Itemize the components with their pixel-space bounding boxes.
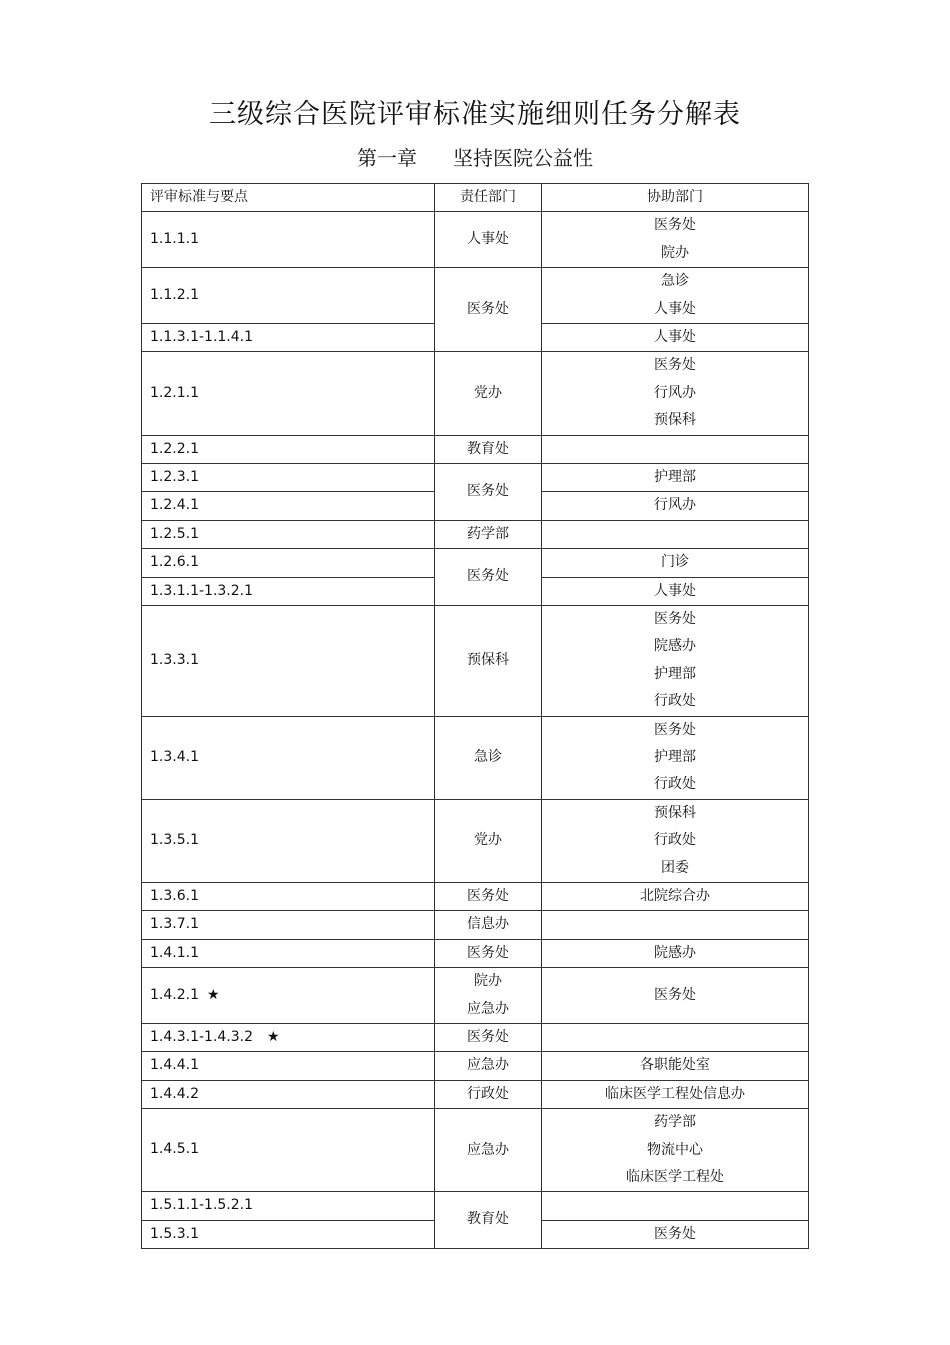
- assist-dept: 医务处: [654, 217, 696, 234]
- standard-code: 1.4.3.1-1.4.3.2: [150, 1028, 254, 1045]
- assist-dept: 物流中心: [647, 1141, 703, 1158]
- star-icon: ★: [206, 986, 220, 1003]
- assist-dept: 医务处: [654, 721, 696, 738]
- document-title: 三级综合医院评审标准实施细则任务分解表: [209, 99, 741, 130]
- responsible-dept: 医务处: [435, 463, 542, 520]
- responsible-dept: 医务处: [435, 882, 542, 910]
- standard-code: 1.2.6.1: [142, 549, 435, 577]
- table-row: [142, 939, 809, 967]
- table-row: [142, 520, 809, 548]
- star-icon: ★: [267, 1028, 280, 1045]
- standard-code: 1.3.4.1: [142, 716, 435, 799]
- assist-dept: 行政处: [654, 832, 696, 849]
- assist-depts: [542, 323, 809, 351]
- assist-depts: [542, 463, 809, 491]
- table-header-row: [142, 184, 809, 212]
- standard-code: 1.5.3.1: [142, 1220, 435, 1248]
- assist-dept: 护理部: [654, 748, 696, 765]
- responsible-dept: 教育处: [435, 1192, 542, 1249]
- assist-depts: [542, 268, 809, 324]
- table-row: [142, 268, 809, 324]
- table-row: [142, 1192, 809, 1220]
- assist-depts: [542, 520, 809, 548]
- standard-code: 1.3.6.1: [142, 882, 435, 910]
- header-responsible: 责任部门: [435, 184, 542, 212]
- responsible-dept: 行政处: [435, 1080, 542, 1108]
- assist-dept: 预保科: [654, 412, 696, 429]
- table-row: [142, 549, 809, 577]
- standard-code: 1.2.3.1: [142, 463, 435, 491]
- assist-dept: 院感办: [654, 944, 696, 961]
- standard-code: 1.1.3.1-1.1.4.1: [142, 323, 435, 351]
- assist-dept: 护理部: [654, 468, 696, 485]
- responsible-dept: 药学部: [435, 520, 542, 548]
- assist-dept: 行风办: [654, 497, 696, 514]
- standard-code-cell: [142, 968, 435, 1024]
- assist-depts: [542, 492, 809, 520]
- assist-dept: 医务处: [654, 986, 696, 1003]
- standard-code-cell: [142, 1023, 435, 1051]
- assist-dept: 各职能处室: [640, 1057, 710, 1074]
- responsible-dept: 医务处: [435, 268, 542, 352]
- table-row: [142, 212, 809, 268]
- assist-dept: 护理部: [654, 665, 696, 682]
- table-row: [142, 882, 809, 910]
- task-table: [141, 183, 809, 1249]
- assist-depts: [542, 882, 809, 910]
- assist-depts: [542, 605, 809, 716]
- standard-code: 1.5.1.1-1.5.2.1: [142, 1192, 435, 1220]
- responsible-dept: 党办: [435, 799, 542, 882]
- assist-depts: [542, 1220, 809, 1248]
- table-row: [142, 1052, 809, 1080]
- assist-depts: [542, 352, 809, 435]
- table-row: [142, 435, 809, 463]
- assist-dept: 医务处: [654, 357, 696, 374]
- responsible-dept: 预保科: [435, 605, 542, 716]
- standard-code: 1.4.2.1: [150, 986, 199, 1003]
- standard-code: 1.2.1.1: [142, 352, 435, 435]
- assist-dept: 北院综合办: [640, 887, 710, 904]
- table-row: [142, 716, 809, 799]
- assist-dept: 临床医学工程处信息办: [605, 1085, 745, 1102]
- assist-dept: 院办: [661, 244, 689, 261]
- table-row: [142, 1080, 809, 1108]
- responsible-dept: 院办 应急办: [435, 968, 542, 1024]
- standard-code: 1.3.5.1: [142, 799, 435, 882]
- assist-depts: [542, 577, 809, 605]
- assist-dept: 行政处: [654, 776, 696, 793]
- standard-code: 1.2.4.1: [142, 492, 435, 520]
- standard-code: 1.1.1.1: [142, 212, 435, 268]
- header-assist: 协助部门: [542, 184, 809, 212]
- assist-depts: [542, 716, 809, 799]
- table-row: [142, 1109, 809, 1192]
- chapter-name: 坚持医院公益性: [453, 146, 593, 170]
- responsible-dept: 应急办: [435, 1052, 542, 1080]
- chapter-number: 第一章: [357, 146, 417, 170]
- assist-dept: 团委: [661, 859, 689, 876]
- responsible-dept: 急诊: [435, 716, 542, 799]
- assist-depts: [542, 1052, 809, 1080]
- assist-depts: [542, 1192, 809, 1220]
- standard-code: 1.3.7.1: [142, 911, 435, 939]
- standard-code: 1.2.2.1: [142, 435, 435, 463]
- assist-depts: [542, 549, 809, 577]
- assist-depts: [542, 911, 809, 939]
- assist-dept: 院感办: [654, 638, 696, 655]
- table-row: [142, 799, 809, 882]
- assist-depts: [542, 939, 809, 967]
- standard-code: 1.3.1.1-1.3.2.1: [142, 577, 435, 605]
- table-row: [142, 605, 809, 716]
- assist-depts: [542, 1023, 809, 1051]
- assist-dept: 行政处: [654, 693, 696, 710]
- responsible-dept: 人事处: [435, 212, 542, 268]
- responsible-dept: 信息办: [435, 911, 542, 939]
- standard-code: 1.4.4.1: [142, 1052, 435, 1080]
- assist-dept: 医务处: [654, 610, 696, 627]
- standard-code: 1.3.3.1: [142, 605, 435, 716]
- responsible-dept: 医务处: [435, 1023, 542, 1051]
- table-row: [142, 1023, 809, 1051]
- assist-depts: [542, 1109, 809, 1192]
- table-row: [142, 463, 809, 491]
- table-row: [142, 968, 809, 1024]
- assist-dept: 行风办: [654, 384, 696, 401]
- responsible-dept: 医务处: [435, 939, 542, 967]
- standard-code: 1.4.1.1: [142, 939, 435, 967]
- responsible-dept: 应急办: [435, 1109, 542, 1192]
- chapter-heading: [0, 142, 950, 171]
- header-standard: 评审标准与要点: [142, 184, 435, 212]
- assist-depts: [542, 1080, 809, 1108]
- assist-dept: 急诊: [661, 273, 689, 290]
- assist-dept: 人事处: [654, 328, 696, 345]
- assist-depts: [542, 968, 809, 1024]
- responsible-dept: 教育处: [435, 435, 542, 463]
- table-row: [142, 352, 809, 435]
- standard-code: 1.4.4.2: [142, 1080, 435, 1108]
- assist-dept: 预保科: [654, 804, 696, 821]
- assist-dept: 医务处: [654, 1225, 696, 1242]
- standard-code: 1.1.2.1: [142, 268, 435, 324]
- responsible-dept: 医务处: [435, 549, 542, 606]
- assist-depts: [542, 799, 809, 882]
- assist-dept: 临床医学工程处: [626, 1168, 724, 1185]
- standard-code: 1.2.5.1: [142, 520, 435, 548]
- table-row: [142, 911, 809, 939]
- assist-dept: 药学部: [654, 1114, 696, 1131]
- assist-depts: [542, 435, 809, 463]
- assist-depts: [542, 212, 809, 268]
- assist-dept: 人事处: [654, 300, 696, 317]
- standard-code: 1.4.5.1: [142, 1109, 435, 1192]
- assist-dept: 门诊: [661, 554, 689, 571]
- assist-dept: 人事处: [654, 582, 696, 599]
- responsible-dept: 党办: [435, 352, 542, 435]
